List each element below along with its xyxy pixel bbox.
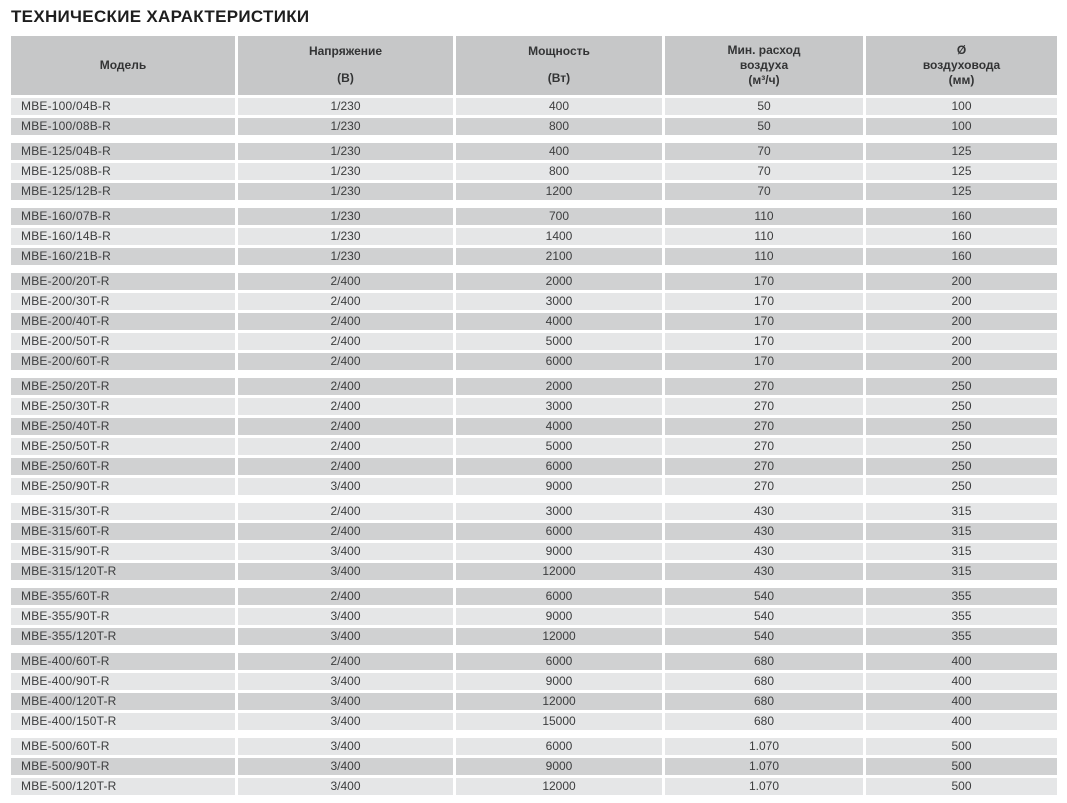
cell-airflow: 110 <box>665 228 863 245</box>
cell-diameter: 500 <box>866 738 1057 755</box>
cell-voltage: 3/400 <box>238 778 453 795</box>
column-header-line: (м³/ч) <box>748 73 780 87</box>
cell-power: 1400 <box>456 228 662 245</box>
cell-airflow: 1.070 <box>665 738 863 755</box>
cell-airflow: 430 <box>665 523 863 540</box>
table-row <box>11 693 1057 710</box>
cell-voltage: 1/230 <box>238 163 453 180</box>
cell-diameter: 160 <box>866 228 1057 245</box>
cell-airflow: 680 <box>665 693 863 710</box>
cell-diameter: 250 <box>866 438 1057 455</box>
cell-model: MBE-160/21B-R <box>11 248 235 265</box>
cell-model: MBE-160/14B-R <box>11 228 235 245</box>
cell-power: 3000 <box>456 503 662 520</box>
table-row <box>11 523 1057 540</box>
table-row <box>11 418 1057 435</box>
cell-diameter: 200 <box>866 333 1057 350</box>
column-header-power <box>456 36 662 95</box>
cell-diameter: 400 <box>866 713 1057 730</box>
cell-voltage: 2/400 <box>238 503 453 520</box>
cell-voltage: 3/400 <box>238 673 453 690</box>
cell-model: MBE-400/60T-R <box>11 653 235 670</box>
cell-voltage: 2/400 <box>238 438 453 455</box>
cell-voltage: 3/400 <box>238 543 453 560</box>
table-group <box>11 143 1057 200</box>
cell-power: 9000 <box>456 478 662 495</box>
cell-power: 800 <box>456 118 662 135</box>
cell-power: 3000 <box>456 398 662 415</box>
table-group <box>11 653 1057 730</box>
cell-voltage: 3/400 <box>238 713 453 730</box>
cell-airflow: 170 <box>665 273 863 290</box>
cell-voltage: 2/400 <box>238 588 453 605</box>
cell-power: 9000 <box>456 758 662 775</box>
cell-voltage: 2/400 <box>238 523 453 540</box>
cell-model: MBE-200/30T-R <box>11 293 235 310</box>
cell-voltage: 1/230 <box>238 98 453 115</box>
table-row <box>11 738 1057 755</box>
cell-voltage: 2/400 <box>238 398 453 415</box>
cell-power: 3000 <box>456 293 662 310</box>
cell-power: 400 <box>456 143 662 160</box>
cell-diameter: 200 <box>866 313 1057 330</box>
table-row <box>11 478 1057 495</box>
cell-diameter: 160 <box>866 208 1057 225</box>
cell-model: MBE-200/20T-R <box>11 273 235 290</box>
table-body <box>11 98 1057 795</box>
cell-diameter: 315 <box>866 503 1057 520</box>
column-header-diameter <box>866 36 1057 95</box>
table-group <box>11 98 1057 135</box>
cell-model: MBE-355/90T-R <box>11 608 235 625</box>
table-row <box>11 183 1057 200</box>
cell-voltage: 2/400 <box>238 293 453 310</box>
column-header-line: Мин. расход <box>727 43 801 57</box>
cell-voltage: 1/230 <box>238 143 453 160</box>
column-header-line: Мощность <box>528 44 590 58</box>
cell-diameter: 500 <box>866 778 1057 795</box>
cell-diameter: 250 <box>866 478 1057 495</box>
column-header-line: (мм) <box>948 73 975 87</box>
cell-diameter: 125 <box>866 183 1057 200</box>
column-header-airflow <box>665 36 863 95</box>
cell-voltage: 1/230 <box>238 248 453 265</box>
table-row <box>11 458 1057 475</box>
cell-power: 9000 <box>456 608 662 625</box>
cell-diameter: 200 <box>866 293 1057 310</box>
column-header-voltage <box>238 36 453 95</box>
cell-airflow: 70 <box>665 143 863 160</box>
cell-model: MBE-250/40T-R <box>11 418 235 435</box>
cell-diameter: 315 <box>866 523 1057 540</box>
cell-model: MBE-315/60T-R <box>11 523 235 540</box>
cell-model: MBE-500/90T-R <box>11 758 235 775</box>
cell-voltage: 2/400 <box>238 458 453 475</box>
cell-power: 5000 <box>456 333 662 350</box>
cell-power: 4000 <box>456 313 662 330</box>
table-row <box>11 543 1057 560</box>
specifications-table <box>11 36 1057 795</box>
table-row <box>11 313 1057 330</box>
cell-airflow: 50 <box>665 118 863 135</box>
cell-diameter: 315 <box>866 543 1057 560</box>
cell-voltage: 2/400 <box>238 353 453 370</box>
cell-model: MBE-250/20T-R <box>11 378 235 395</box>
cell-diameter: 160 <box>866 248 1057 265</box>
table-row <box>11 228 1057 245</box>
column-header-line: Модель <box>99 58 147 72</box>
table-row <box>11 378 1057 395</box>
table-row <box>11 713 1057 730</box>
cell-power: 6000 <box>456 738 662 755</box>
cell-power: 12000 <box>456 693 662 710</box>
cell-airflow: 70 <box>665 163 863 180</box>
cell-diameter: 100 <box>866 118 1057 135</box>
cell-model: MBE-500/60T-R <box>11 738 235 755</box>
cell-model: MBE-250/90T-R <box>11 478 235 495</box>
table-row <box>11 503 1057 520</box>
cell-diameter: 200 <box>866 273 1057 290</box>
table-row <box>11 653 1057 670</box>
cell-voltage: 3/400 <box>238 758 453 775</box>
table-row <box>11 438 1057 455</box>
table-row <box>11 398 1057 415</box>
cell-diameter: 355 <box>866 628 1057 645</box>
cell-airflow: 110 <box>665 248 863 265</box>
cell-power: 6000 <box>456 523 662 540</box>
cell-power: 9000 <box>456 673 662 690</box>
cell-airflow: 270 <box>665 458 863 475</box>
cell-voltage: 1/230 <box>238 118 453 135</box>
table-group <box>11 588 1057 645</box>
cell-model: MBE-315/90T-R <box>11 543 235 560</box>
cell-voltage: 1/230 <box>238 208 453 225</box>
table-row <box>11 98 1057 115</box>
table-row <box>11 293 1057 310</box>
table-group <box>11 378 1057 495</box>
cell-airflow: 170 <box>665 333 863 350</box>
cell-power: 2100 <box>456 248 662 265</box>
cell-airflow: 70 <box>665 183 863 200</box>
cell-airflow: 680 <box>665 673 863 690</box>
table-row <box>11 273 1057 290</box>
cell-voltage: 2/400 <box>238 653 453 670</box>
cell-model: MBE-355/120T-R <box>11 628 235 645</box>
cell-airflow: 1.070 <box>665 778 863 795</box>
table-row <box>11 163 1057 180</box>
cell-diameter: 400 <box>866 653 1057 670</box>
cell-airflow: 270 <box>665 478 863 495</box>
table-row <box>11 778 1057 795</box>
cell-voltage: 2/400 <box>238 378 453 395</box>
cell-power: 1200 <box>456 183 662 200</box>
cell-diameter: 355 <box>866 608 1057 625</box>
cell-model: MBE-250/60T-R <box>11 458 235 475</box>
column-header-line: (Вт) <box>547 71 571 85</box>
cell-diameter: 250 <box>866 458 1057 475</box>
cell-airflow: 680 <box>665 653 863 670</box>
cell-power: 800 <box>456 163 662 180</box>
cell-power: 15000 <box>456 713 662 730</box>
cell-voltage: 3/400 <box>238 478 453 495</box>
table-row <box>11 248 1057 265</box>
column-header-line: (В) <box>337 71 354 85</box>
table-row <box>11 673 1057 690</box>
cell-voltage: 3/400 <box>238 693 453 710</box>
cell-power: 6000 <box>456 458 662 475</box>
cell-power: 12000 <box>456 628 662 645</box>
column-header-model <box>11 36 235 95</box>
cell-model: MBE-400/150T-R <box>11 713 235 730</box>
cell-power: 2000 <box>456 273 662 290</box>
table-row <box>11 758 1057 775</box>
cell-power: 4000 <box>456 418 662 435</box>
column-header-line: Напряжение <box>308 44 383 58</box>
cell-airflow: 1.070 <box>665 758 863 775</box>
cell-voltage: 3/400 <box>238 563 453 580</box>
table-row <box>11 353 1057 370</box>
cell-model: MBE-100/08B-R <box>11 118 235 135</box>
cell-diameter: 125 <box>866 163 1057 180</box>
cell-model: MBE-200/60T-R <box>11 353 235 370</box>
cell-voltage: 1/230 <box>238 228 453 245</box>
table-group <box>11 273 1057 370</box>
cell-airflow: 50 <box>665 98 863 115</box>
cell-airflow: 540 <box>665 588 863 605</box>
cell-voltage: 2/400 <box>238 333 453 350</box>
cell-model: MBE-400/90T-R <box>11 673 235 690</box>
cell-airflow: 110 <box>665 208 863 225</box>
table-group <box>11 208 1057 265</box>
cell-voltage: 2/400 <box>238 273 453 290</box>
cell-power: 9000 <box>456 543 662 560</box>
table-group <box>11 738 1057 795</box>
cell-model: MBE-200/40T-R <box>11 313 235 330</box>
cell-airflow: 430 <box>665 503 863 520</box>
cell-power: 700 <box>456 208 662 225</box>
cell-airflow: 270 <box>665 398 863 415</box>
cell-airflow: 430 <box>665 543 863 560</box>
cell-model: MBE-125/12B-R <box>11 183 235 200</box>
cell-model: MBE-315/30T-R <box>11 503 235 520</box>
table-row <box>11 333 1057 350</box>
cell-model: MBE-125/08B-R <box>11 163 235 180</box>
cell-diameter: 250 <box>866 378 1057 395</box>
cell-diameter: 250 <box>866 398 1057 415</box>
cell-airflow: 680 <box>665 713 863 730</box>
cell-airflow: 170 <box>665 313 863 330</box>
page-title: ТЕХНИЧЕСКИЕ ХАРАКТЕРИСТИКИ <box>11 7 310 26</box>
cell-model: MBE-250/50T-R <box>11 438 235 455</box>
column-header-line: воздуховода <box>922 58 1001 72</box>
cell-airflow: 540 <box>665 608 863 625</box>
cell-model: MBE-400/120T-R <box>11 693 235 710</box>
cell-airflow: 170 <box>665 353 863 370</box>
cell-power: 6000 <box>456 353 662 370</box>
cell-voltage: 1/230 <box>238 183 453 200</box>
cell-model: MBE-200/50T-R <box>11 333 235 350</box>
table-row <box>11 208 1057 225</box>
table-row <box>11 628 1057 645</box>
cell-diameter: 355 <box>866 588 1057 605</box>
cell-model: MBE-250/30T-R <box>11 398 235 415</box>
cell-diameter: 200 <box>866 353 1057 370</box>
cell-diameter: 400 <box>866 693 1057 710</box>
cell-voltage: 2/400 <box>238 418 453 435</box>
cell-voltage: 2/400 <box>238 313 453 330</box>
cell-model: MBE-315/120T-R <box>11 563 235 580</box>
cell-power: 12000 <box>456 778 662 795</box>
table-row <box>11 143 1057 160</box>
table-row <box>11 118 1057 135</box>
cell-diameter: 100 <box>866 98 1057 115</box>
cell-diameter: 125 <box>866 143 1057 160</box>
table-row <box>11 588 1057 605</box>
cell-airflow: 270 <box>665 378 863 395</box>
cell-model: MBE-125/04B-R <box>11 143 235 160</box>
cell-power: 6000 <box>456 653 662 670</box>
cell-voltage: 3/400 <box>238 628 453 645</box>
cell-airflow: 270 <box>665 418 863 435</box>
column-header-line: Ø <box>956 43 967 57</box>
cell-power: 12000 <box>456 563 662 580</box>
cell-voltage: 3/400 <box>238 608 453 625</box>
cell-model: MBE-500/120T-R <box>11 778 235 795</box>
cell-power: 400 <box>456 98 662 115</box>
table-group <box>11 503 1057 580</box>
cell-diameter: 500 <box>866 758 1057 775</box>
cell-diameter: 400 <box>866 673 1057 690</box>
cell-power: 6000 <box>456 588 662 605</box>
cell-model: MBE-355/60T-R <box>11 588 235 605</box>
cell-model: MBE-160/07B-R <box>11 208 235 225</box>
table-row <box>11 563 1057 580</box>
table-row <box>11 608 1057 625</box>
cell-diameter: 250 <box>866 418 1057 435</box>
cell-power: 5000 <box>456 438 662 455</box>
cell-airflow: 430 <box>665 563 863 580</box>
table-header <box>11 36 1057 95</box>
cell-airflow: 270 <box>665 438 863 455</box>
cell-power: 2000 <box>456 378 662 395</box>
cell-model: MBE-100/04B-R <box>11 98 235 115</box>
cell-airflow: 540 <box>665 628 863 645</box>
column-header-line: воздуха <box>739 58 789 72</box>
cell-airflow: 170 <box>665 293 863 310</box>
cell-diameter: 315 <box>866 563 1057 580</box>
cell-voltage: 3/400 <box>238 738 453 755</box>
